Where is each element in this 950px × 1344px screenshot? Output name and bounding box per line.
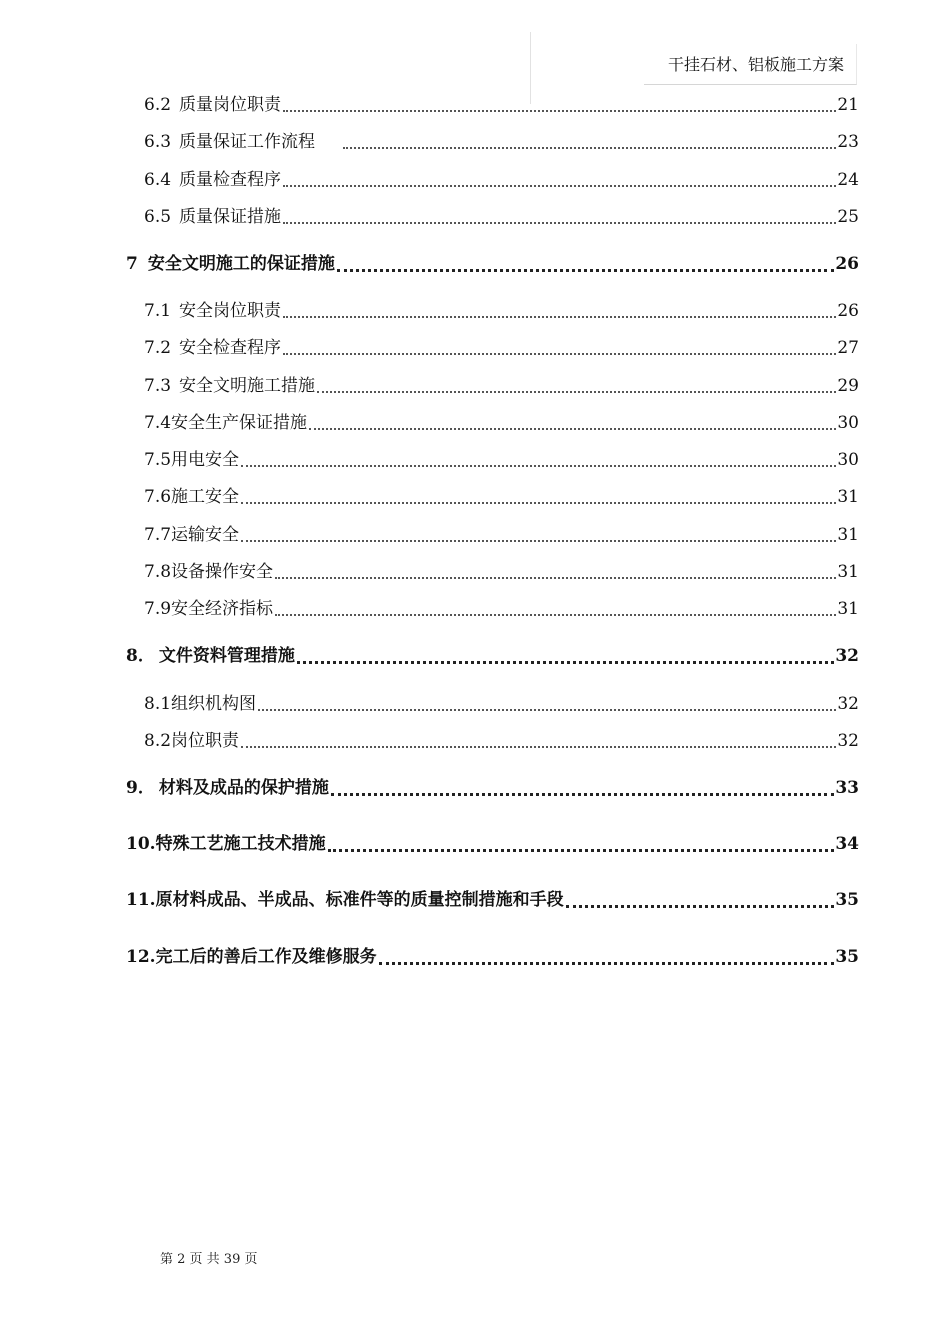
- toc-dot-leader: [309, 426, 836, 430]
- toc-entry-number: 7: [126, 254, 138, 274]
- toc-entry-number: 7.6: [144, 487, 172, 507]
- toc-entry-page: 31: [837, 525, 859, 545]
- toc-entry-page: 27: [837, 338, 859, 358]
- toc-entry-number: 12.: [126, 947, 156, 967]
- toc-entry-page: 32: [835, 646, 859, 666]
- toc-entry-title: 安全生产保证措施: [171, 413, 308, 433]
- toc-dot-leader: [241, 500, 836, 504]
- toc-entry-page: 30: [837, 413, 859, 433]
- toc-entry[interactable]: [144, 130, 859, 154]
- toc-entry[interactable]: [126, 945, 859, 969]
- toc-dot-leader: [328, 846, 835, 852]
- toc-entry-page: 21: [837, 95, 859, 115]
- toc-entry-title: 设备操作安全: [171, 562, 274, 582]
- toc-entry-title: 特殊工艺施工技术措施: [155, 834, 326, 854]
- toc-entry-title: 质量保证措施: [179, 207, 282, 227]
- toc-entry[interactable]: [144, 205, 859, 229]
- toc-entry[interactable]: [144, 523, 859, 547]
- toc-entry-number: 6.4: [144, 170, 172, 190]
- toc-entry-number: 8.2: [144, 731, 172, 751]
- toc-entry[interactable]: [126, 832, 859, 856]
- toc-dot-leader: [283, 183, 836, 187]
- toc-entry-title: 安全经济指标: [171, 599, 274, 619]
- toc-entry-title: 质量检查程序: [179, 170, 282, 190]
- toc-entry[interactable]: [144, 411, 859, 435]
- toc-entry-title: 材料及成品的保护措施: [158, 778, 329, 798]
- toc-entry[interactable]: [144, 448, 859, 472]
- toc-entry-page: 26: [835, 254, 859, 274]
- toc-dot-leader: [241, 463, 836, 467]
- toc-dot-leader: [241, 744, 836, 748]
- toc-entry-title: 安全检查程序: [179, 338, 282, 358]
- toc-entry-page: 23: [837, 132, 859, 152]
- toc-entry-title: 文件资料管理措施: [158, 646, 295, 666]
- toc-entry-title: 安全文明施工措施: [179, 376, 316, 396]
- toc-dot-leader: [283, 108, 836, 112]
- toc-entry-page: 35: [835, 947, 859, 967]
- toc-dot-leader: [258, 707, 836, 711]
- toc-dot-leader: [241, 538, 836, 542]
- toc-entry-title: 安全文明施工的保证措施: [147, 254, 335, 274]
- toc-entry-number: 6.3: [144, 132, 172, 152]
- toc-entry-title: 用电安全: [171, 450, 240, 470]
- toc-entry[interactable]: [126, 776, 859, 800]
- toc-dot-leader: [283, 351, 836, 355]
- toc-dot-leader: [283, 220, 836, 224]
- toc-entry[interactable]: [126, 888, 859, 912]
- toc-dot-leader: [343, 145, 836, 149]
- toc-dot-leader: [566, 902, 835, 908]
- toc-entry-number: 7.4: [144, 413, 172, 433]
- toc-dot-leader: [379, 959, 835, 965]
- toc-dot-leader: [275, 575, 836, 579]
- toc-entry-title: 组织机构图: [171, 694, 257, 714]
- toc-dot-leader: [337, 266, 834, 272]
- toc-dot-leader: [317, 389, 836, 393]
- toc-entry-title: 运输安全: [171, 525, 240, 545]
- toc-entry[interactable]: [144, 692, 859, 716]
- header-title: 干挂石材、铝板施工方案: [667, 55, 844, 74]
- toc-entry-page: 32: [837, 694, 859, 714]
- toc-entry[interactable]: [144, 374, 859, 398]
- toc-entry-page: 31: [837, 599, 859, 619]
- toc-dot-leader: [283, 314, 836, 318]
- toc-entry[interactable]: [144, 485, 859, 509]
- toc-entry-number: 7.1: [144, 301, 172, 321]
- toc-entry-title: 安全岗位职责: [179, 301, 282, 321]
- toc-entry-number: 7.8: [144, 562, 172, 582]
- toc-entry-page: 29: [837, 376, 859, 396]
- toc-entry-page: 30: [837, 450, 859, 470]
- toc-entry-title: 岗位职责: [171, 731, 240, 751]
- toc-entry-number: 11.: [126, 890, 156, 910]
- toc-entry[interactable]: [144, 93, 859, 117]
- toc-entry-number: 7.9: [144, 599, 172, 619]
- toc-entry-number: 8.1: [144, 694, 172, 714]
- toc-entry-number: 9．: [126, 778, 155, 798]
- toc-entry-title: 完工后的善后工作及维修服务: [155, 947, 377, 967]
- toc-entry[interactable]: [144, 168, 859, 192]
- toc-entry-page: 34: [835, 834, 859, 854]
- toc-dot-leader: [297, 658, 834, 664]
- toc-entry-number: 6.2: [144, 95, 172, 115]
- toc-entry-number: 8．: [126, 646, 155, 666]
- toc-entry[interactable]: [144, 729, 859, 753]
- toc-entry-page: 32: [837, 731, 859, 751]
- toc-entry-number: 6.5: [144, 207, 172, 227]
- toc-entry-number: 7.7: [144, 525, 172, 545]
- toc-entry-page: 26: [837, 301, 859, 321]
- toc-entry[interactable]: [126, 252, 859, 276]
- toc-entry-number: 7.5: [144, 450, 172, 470]
- toc-entry[interactable]: [144, 299, 859, 323]
- toc-entry[interactable]: [144, 336, 859, 360]
- toc-entry-page: 31: [837, 487, 859, 507]
- toc-entry-page: 33: [835, 778, 859, 798]
- toc-entry-number: 7.2: [144, 338, 172, 358]
- toc-entry[interactable]: [144, 560, 859, 584]
- toc-entry[interactable]: [144, 597, 859, 621]
- toc-entry-title: 施工安全: [171, 487, 240, 507]
- toc-entry-page: 35: [835, 890, 859, 910]
- toc-entry-number: 10.: [126, 834, 156, 854]
- toc-entry[interactable]: [126, 644, 859, 668]
- toc-entry-page: 25: [837, 207, 859, 227]
- toc-entry-number: 7.3: [144, 376, 172, 396]
- toc-dot-leader: [275, 612, 836, 616]
- page-header: [644, 44, 857, 85]
- toc-entry-page: 24: [837, 170, 859, 190]
- toc-entry-title: 质量保证工作流程: [179, 132, 316, 152]
- toc-entry-title: 质量岗位职责: [179, 95, 282, 115]
- page-footer: 第 2 页 共 39 页: [160, 1252, 258, 1267]
- toc-entry-page: 31: [837, 562, 859, 582]
- toc-entry-title: 原材料成品、半成品、标准件等的质量控制措施和手段: [155, 890, 564, 910]
- toc-dot-leader: [331, 790, 834, 796]
